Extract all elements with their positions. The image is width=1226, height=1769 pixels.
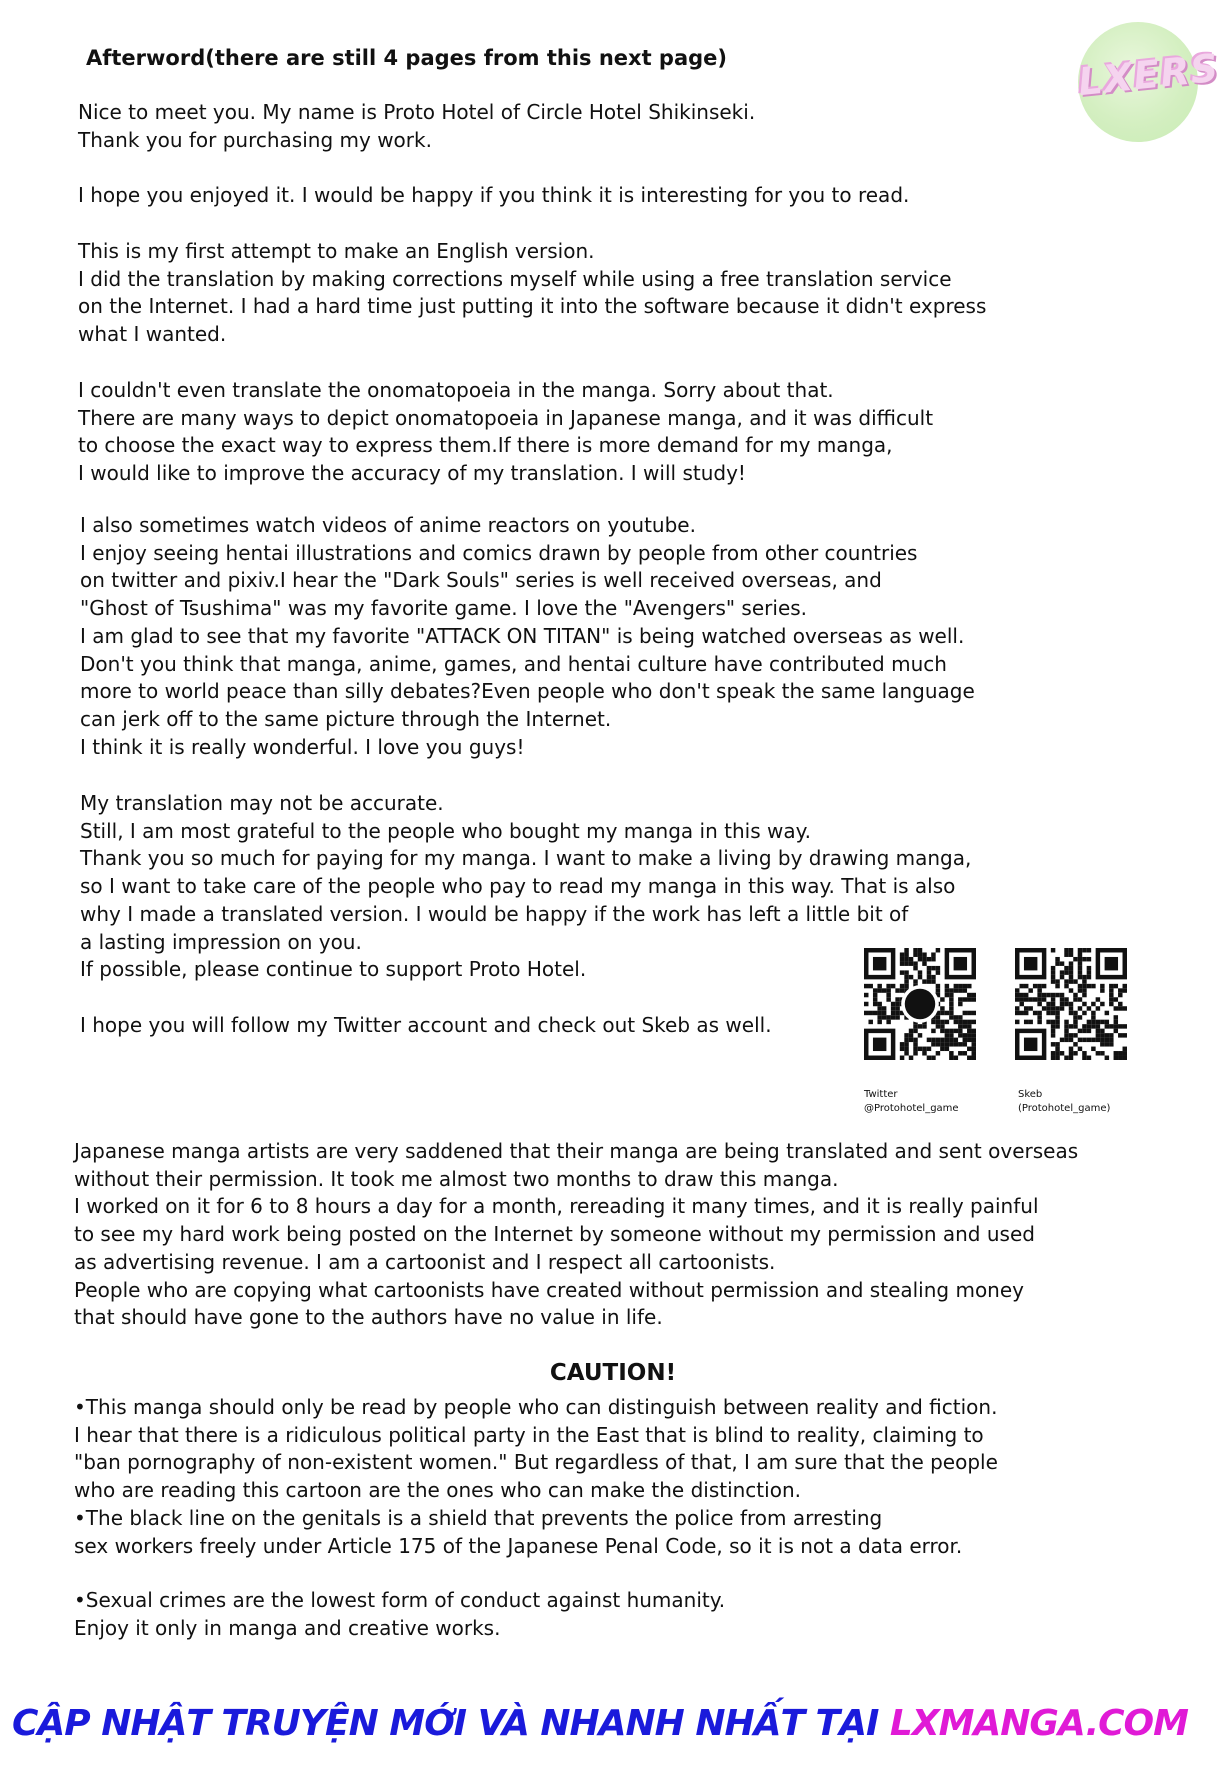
text-line: I am glad to see that my favorite "ATTACK ON TITAN" is being watched overseas as well.	[80, 623, 965, 648]
text-line: I think it is really wonderful. I love you guys!	[80, 734, 525, 759]
paragraph-greeting	[78, 99, 755, 154]
text-line: a lasting impression on you.	[80, 929, 362, 954]
text-line: so I want to take care of the people who pay to read my manga in this way. That is also	[80, 874, 956, 899]
twitter-qr-code[interactable]	[864, 948, 976, 1060]
lxers-logo	[1076, 22, 1221, 142]
text-line: My translation may not be accurate.	[80, 791, 444, 815]
text-line: what I wanted.	[78, 322, 227, 347]
text-line: to see my hard work being posted on the Internet by someone without my permission and used	[74, 1222, 1035, 1247]
text-line: •This manga should only be read by people who can distinguish between reality and fiction.	[74, 1395, 998, 1419]
text-line: on the Internet. I had a hard time just putting it into the software because it didn't express	[78, 294, 987, 319]
text-line: Japanese manga artists are very saddened that their manga are being translated and sent overseas	[74, 1139, 1079, 1163]
text-line: •The black line on the genitals is a shield that prevents the police from arresting	[74, 1505, 883, 1530]
text-line: I did the translation by making corrections myself while using a free translation service	[78, 266, 952, 291]
text-line: can jerk off to the same picture through the Internet.	[80, 706, 612, 731]
text-line: I would like to improve the accuracy of my translation. I will study!	[78, 461, 746, 486]
text-line: "Ghost of Tsushima" was my favorite game. I love the "Avengers" series.	[80, 596, 808, 621]
text-line: Don't you think that manga, anime, games, and hentai culture have contributed much	[80, 651, 947, 676]
text-line: •Sexual crimes are the lowest form of conduct against humanity.	[74, 1588, 726, 1612]
text-line: that should have gone to the authors have no value in life.	[74, 1305, 663, 1330]
paragraph-anime	[80, 512, 975, 761]
text-line: I hope you enjoyed it. I would be happy if you think it is interesting for you to read.	[78, 183, 910, 207]
text-line: People who are copying what cartoonists have created without permission and stealing money	[74, 1277, 1024, 1302]
text-line: without their permission. It took me almost two months to draw this manga.	[74, 1166, 839, 1191]
text-line: I hope you will follow my Twitter account and check out Skeb as well.	[80, 1013, 772, 1037]
caution-title: CAUTION!	[549, 1360, 677, 1386]
skeb-qr-label	[1018, 1088, 1110, 1116]
text-line: I enjoy seeing hentai illustrations and comics drawn by people from other countries	[80, 540, 918, 565]
paragraph-crimes	[74, 1587, 725, 1642]
text-line: "ban pornography of non-existent women." But regardless of that, I am sure that the people	[74, 1450, 998, 1475]
twitter-qr-label	[864, 1088, 959, 1116]
text-line: I worked on it for 6 to 8 hours a day for a month, rereading it many times, and it is really painful	[74, 1194, 1039, 1219]
text-line: sex workers freely under Article 175 of the Japanese Penal Code, so it is not a data error.	[74, 1533, 963, 1558]
qr-label-line: Twitter	[864, 1089, 898, 1100]
paragraph-hope	[78, 182, 909, 210]
qr-label-line: (Protohotel_game)	[1018, 1103, 1111, 1114]
site-banner[interactable]	[0, 1703, 1200, 1744]
banner-site-name: LXMANGA.COM	[889, 1703, 1188, 1744]
logo-text: LXERS	[1076, 45, 1221, 105]
skeb-qr-code[interactable]	[1015, 948, 1127, 1060]
page-title: Afterword(there are still 4 pages from this next page)	[86, 46, 727, 70]
paragraph-translation	[80, 790, 971, 984]
text-line: why I made a translated version. I would be happy if the work has left a little bit of	[80, 901, 909, 926]
text-line: as advertising revenue. I am a cartoonist and I respect all cartoonists.	[74, 1249, 776, 1274]
paragraph-piracy	[74, 1138, 1078, 1332]
text-line: There are many ways to depict onomatopoeia in Japanese manga, and it was difficult	[78, 405, 934, 430]
banner-text: CẬP NHẬT TRUYỆN MỚI VÀ NHANH NHẤT TẠI	[12, 1703, 890, 1744]
qr-label-line: Skeb	[1018, 1089, 1043, 1100]
text-line: This is my first attempt to make an English version.	[78, 239, 595, 263]
text-line: Still, I am most grateful to the people who bought my manga in this way.	[80, 818, 811, 843]
qr-label-line: @Protohotel_game	[864, 1103, 959, 1114]
text-line: I hear that there is a ridiculous political party in the East that is blind to reality, claiming to	[74, 1422, 984, 1447]
text-line: I also sometimes watch videos of anime reactors on youtube.	[80, 513, 696, 537]
text-line: Nice to meet you. My name is Proto Hotel of Circle Hotel Shikinseki.	[78, 100, 756, 124]
text-line: more to world peace than silly debates?Even people who don't speak the same language	[80, 679, 975, 704]
text-line: Enjoy it only in manga and creative works.	[74, 1615, 501, 1640]
text-line: on twitter and pixiv.I hear the "Dark Souls" series is well received overseas, and	[80, 568, 882, 593]
text-line: Thank you for purchasing my work.	[78, 127, 432, 152]
text-line: If possible, please continue to support Proto Hotel.	[80, 957, 587, 982]
text-line: Thank you so much for paying for my manga. I want to make a living by drawing manga,	[80, 846, 972, 871]
text-line: to choose the exact way to express them.If there is more demand for my manga,	[78, 433, 893, 458]
paragraph-caution	[74, 1394, 998, 1560]
text-line: who are reading this cartoon are the ones who can make the distinction.	[74, 1478, 801, 1503]
paragraph-onomatopoeia	[78, 377, 933, 488]
text-line: I couldn't even translate the onomatopoeia in the manga. Sorry about that.	[78, 378, 834, 402]
paragraph-first-attempt	[78, 238, 986, 349]
paragraph-follow	[80, 1012, 772, 1040]
